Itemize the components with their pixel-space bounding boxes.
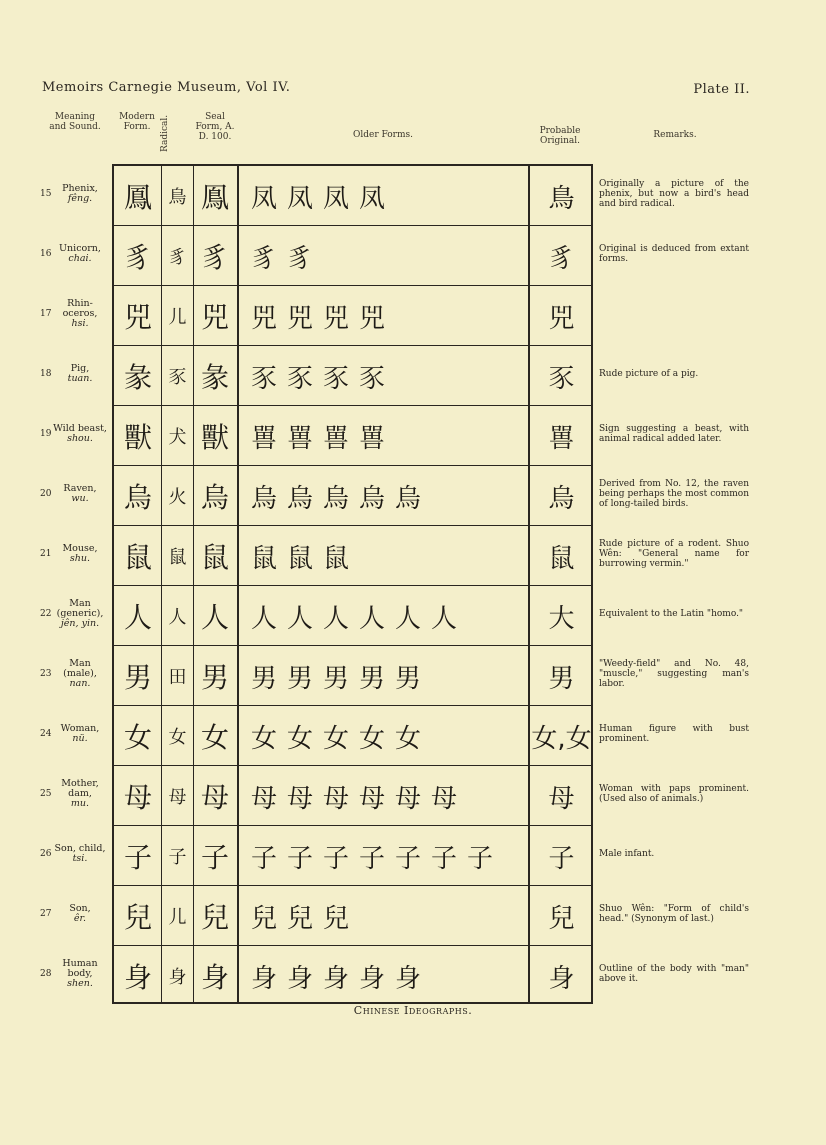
older-forms: 男男男男男 xyxy=(251,663,432,694)
probable-original: 鳥 xyxy=(548,183,575,214)
meaning-cell xyxy=(36,884,108,944)
table-row xyxy=(114,406,591,466)
sound-text: shou. xyxy=(67,433,93,444)
seal-form: 男 xyxy=(200,661,229,694)
older-forms: 凤凤凤凤 xyxy=(251,183,396,214)
older-forms: 母母母母母母 xyxy=(251,783,468,814)
older-forms: 兕兕兕兕 xyxy=(251,303,396,334)
meaning-cell xyxy=(36,824,108,884)
radical-form: 豸 xyxy=(168,247,187,268)
meaning-text xyxy=(52,544,108,564)
meaning-text xyxy=(52,484,108,504)
meaning-word: Woman, xyxy=(60,723,100,734)
modern-form: 鼠 xyxy=(123,541,152,574)
table-row xyxy=(114,166,591,226)
meaning-text xyxy=(52,364,108,384)
radical-form: 田 xyxy=(168,667,187,688)
modern-form: 獸 xyxy=(123,421,152,454)
seal-form: 獸 xyxy=(200,421,229,454)
meaning-text xyxy=(52,724,108,744)
sound-text: chai. xyxy=(68,253,92,264)
meaning-cell xyxy=(36,524,108,584)
meaning-cell xyxy=(36,464,108,524)
meaning-cell xyxy=(36,944,108,1004)
probable-original: 鼠 xyxy=(548,543,575,574)
meaning-cell xyxy=(36,584,108,644)
meaning-word: Pig, xyxy=(70,363,90,374)
probable-original: 子 xyxy=(548,843,575,874)
remark-text xyxy=(599,284,749,344)
remark-text: Equivalent to the Latin "homo." xyxy=(599,609,744,619)
col-older-header: Older Forms. xyxy=(353,130,413,140)
seal-form: 母 xyxy=(200,781,229,814)
radical-form: 母 xyxy=(168,787,187,808)
meaning-word: Mother, dam, xyxy=(61,778,99,799)
col-probable-header: Probable Original. xyxy=(539,126,581,146)
meaning-cell xyxy=(36,344,108,404)
meaning-cell xyxy=(36,764,108,824)
meaning-cell xyxy=(36,704,108,764)
older-forms: 女女女女女 xyxy=(251,723,432,754)
older-forms: 烏烏烏烏烏 xyxy=(251,483,432,514)
sound-text: wu. xyxy=(71,493,89,504)
meaning-cell xyxy=(36,164,108,224)
radical-form: 豕 xyxy=(168,367,187,388)
seal-form: 兒 xyxy=(200,901,229,934)
remark-text: Shuo Wên: "Form of child's head." (Synonym of last.) xyxy=(599,904,749,924)
meaning-text xyxy=(52,299,108,329)
meaning-word: Man (male), xyxy=(63,658,97,679)
modern-form: 豸 xyxy=(123,241,152,274)
seal-form: 子 xyxy=(200,841,229,874)
seal-form: 人 xyxy=(200,601,229,634)
entry-number: 24 xyxy=(40,729,52,739)
probable-original: 母 xyxy=(548,783,575,814)
modern-form: 彖 xyxy=(123,361,152,394)
table-row xyxy=(114,646,591,706)
probable-original: 豸 xyxy=(548,243,575,274)
radical-form: 儿 xyxy=(168,907,187,928)
seal-form: 豸 xyxy=(200,241,229,274)
remark-text: Outline of the body with "man" above it. xyxy=(599,964,749,984)
modern-form: 母 xyxy=(123,781,152,814)
meaning-text xyxy=(52,904,108,924)
sound-text: tsi. xyxy=(72,853,88,864)
meaning-word: Son, child, xyxy=(54,843,106,854)
older-forms: 人人人人人人 xyxy=(251,603,468,634)
probable-original: 女,女 xyxy=(531,723,592,754)
entry-number: 17 xyxy=(40,309,52,319)
table-row xyxy=(114,526,591,586)
meaning-word: Raven, xyxy=(63,483,97,494)
older-forms: 豕豕豕豕 xyxy=(251,363,396,394)
seal-form: 鼠 xyxy=(200,541,229,574)
seal-form: 鳯 xyxy=(200,181,229,214)
seal-form: 烏 xyxy=(200,481,229,514)
entry-number: 25 xyxy=(40,789,52,799)
remark-text: Human figure with bust prominent. xyxy=(599,724,749,744)
sound-text: hsi. xyxy=(71,318,89,329)
older-forms: 嘼嘼嘼嘼 xyxy=(251,423,396,454)
older-forms: 兒兒兒 xyxy=(251,903,360,934)
modern-form: 人 xyxy=(123,601,152,634)
table-row xyxy=(114,826,591,886)
entry-number: 19 xyxy=(40,429,52,439)
meaning-text xyxy=(52,659,108,689)
table-row xyxy=(114,766,591,826)
plate-caption: Chinese Ideographs. xyxy=(353,1004,473,1017)
sound-text: shen. xyxy=(67,978,93,989)
probable-original: 烏 xyxy=(548,483,575,514)
radical-form: 鳥 xyxy=(168,187,187,208)
probable-original: 豕 xyxy=(548,363,575,394)
table-row xyxy=(114,706,591,766)
meaning-word: Mouse, xyxy=(62,543,98,554)
meaning-text xyxy=(52,244,108,264)
probable-original: 嘼 xyxy=(548,423,575,454)
meaning-cell xyxy=(36,404,108,464)
sound-text: êr. xyxy=(73,913,87,924)
entry-number: 15 xyxy=(40,189,52,199)
remark-text: Woman with paps prominent. (Used also of animals.) xyxy=(599,784,749,804)
modern-form: 兕 xyxy=(123,301,152,334)
meaning-text xyxy=(52,959,108,989)
remark-text: Male infant. xyxy=(599,849,655,859)
remark-text: Derived from No. 12, the raven being perhaps the most common of long-tailed birds. xyxy=(599,479,749,509)
meaning-cell xyxy=(36,644,108,704)
remark-text: "Weedy-field" and No. 48, "muscle," suggesting man's labor. xyxy=(599,659,749,689)
col-meaning-header: Meaning and Sound. xyxy=(49,112,101,132)
probable-original: 男 xyxy=(548,663,575,694)
probable-original: 兒 xyxy=(548,903,575,934)
meaning-text xyxy=(52,779,108,809)
sound-text: jên, yin. xyxy=(60,618,100,629)
col-radical-header: Radical. xyxy=(160,114,170,152)
entry-number: 26 xyxy=(40,849,52,859)
radical-form: 火 xyxy=(168,487,187,508)
entry-number: 18 xyxy=(40,369,52,379)
table-row xyxy=(114,226,591,286)
header-title: Memoirs Carnegie Museum, Vol IV. xyxy=(42,80,291,95)
radical-form: 鼠 xyxy=(168,547,187,568)
meaning-cell xyxy=(36,224,108,284)
table-row xyxy=(114,466,591,526)
entry-number: 20 xyxy=(40,489,52,499)
radical-form: 儿 xyxy=(168,307,187,328)
meaning-word: Human body, xyxy=(62,958,98,979)
probable-original: 大 xyxy=(548,603,575,634)
modern-form: 鳳 xyxy=(123,181,152,214)
older-forms: 豸豸 xyxy=(251,243,324,274)
modern-form: 女 xyxy=(123,721,152,754)
meaning-cell xyxy=(36,284,108,344)
older-forms: 子子子子子子子 xyxy=(251,843,504,874)
seal-form: 身 xyxy=(200,961,229,994)
seal-form: 彖 xyxy=(200,361,229,394)
seal-form: 兕 xyxy=(200,301,229,334)
modern-form: 男 xyxy=(123,661,152,694)
entry-number: 27 xyxy=(40,909,52,919)
remark-text: Original is deduced from extant forms. xyxy=(599,244,749,264)
probable-original: 兕 xyxy=(548,303,575,334)
table-row xyxy=(114,586,591,646)
sound-text: tuan. xyxy=(67,373,93,384)
modern-form: 子 xyxy=(123,841,152,874)
sound-text: nan. xyxy=(69,678,91,689)
entry-number: 22 xyxy=(40,609,52,619)
seal-form: 女 xyxy=(200,721,229,754)
remark-text: Sign suggesting a beast, with animal radical added later. xyxy=(599,424,749,444)
plate-number: Plate II. xyxy=(693,82,750,97)
table-row xyxy=(114,286,591,346)
sound-text: shu. xyxy=(69,553,91,564)
entry-number: 28 xyxy=(40,969,52,979)
col-remarks-header: Remarks. xyxy=(653,130,697,140)
meaning-word: Unicorn, xyxy=(59,243,101,254)
radical-form: 人 xyxy=(168,607,187,628)
col-seal-header: Seal Form, A. D. 100. xyxy=(195,112,235,142)
entry-number: 21 xyxy=(40,549,52,559)
col-modern-header: Modern Form. xyxy=(119,112,155,132)
probable-original: 身 xyxy=(548,963,575,994)
meaning-text xyxy=(52,424,108,444)
older-forms: 鼠鼠鼠 xyxy=(251,543,360,574)
table-row xyxy=(114,346,591,406)
sound-text: mu. xyxy=(70,798,90,809)
radical-form: 犬 xyxy=(168,427,187,448)
sound-text: nü. xyxy=(72,733,88,744)
meaning-text xyxy=(52,844,108,864)
ideograph-table xyxy=(112,164,593,1004)
table-row xyxy=(114,886,591,946)
meaning-text xyxy=(52,599,108,629)
meaning-word: Wild beast, xyxy=(53,423,107,434)
meaning-word: Phenix, xyxy=(62,183,98,194)
modern-form: 烏 xyxy=(123,481,152,514)
meaning-word: Man (generic), xyxy=(56,598,104,619)
entry-number: 23 xyxy=(40,669,52,679)
table-row xyxy=(114,946,591,1006)
remark-text: Rude picture of a pig. xyxy=(599,369,699,379)
meaning-word: Rhin-oceros, xyxy=(62,298,98,319)
radical-form: 女 xyxy=(168,727,187,748)
radical-form: 子 xyxy=(168,847,187,868)
older-forms: 身身身身身 xyxy=(251,963,432,994)
modern-form: 兒 xyxy=(123,901,152,934)
radical-form: 身 xyxy=(168,967,187,988)
remark-text: Originally a picture of the phenix, but now a bird's head and bird radical. xyxy=(599,179,749,209)
remark-text: Rude picture of a rodent. Shuo Wên: "General name for burrowing vermin." xyxy=(599,539,749,569)
sound-text: fêng. xyxy=(67,193,93,204)
meaning-word: Son, xyxy=(69,903,91,914)
modern-form: 身 xyxy=(123,961,152,994)
entry-number: 16 xyxy=(40,249,52,259)
meaning-text xyxy=(52,184,108,204)
